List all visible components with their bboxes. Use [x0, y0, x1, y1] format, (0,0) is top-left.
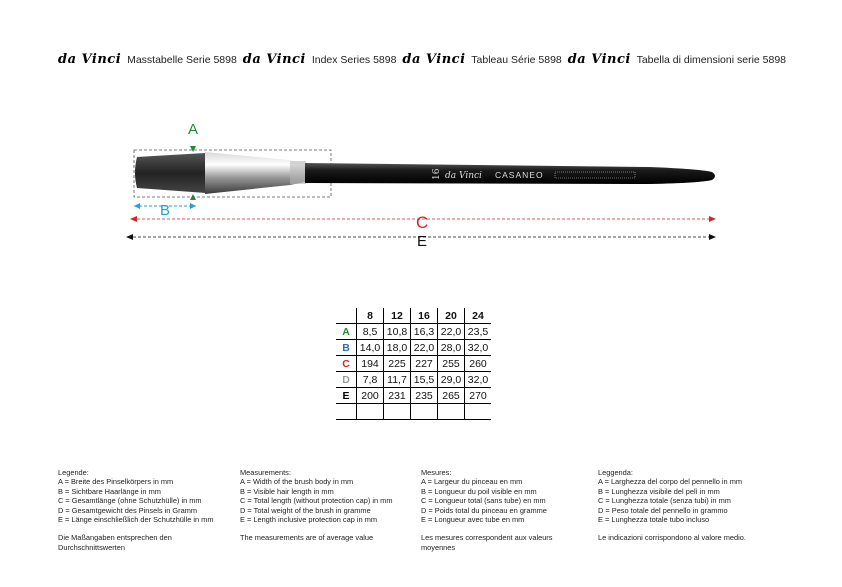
- row-label-cell: E: [336, 388, 357, 404]
- table-cell: 225: [384, 356, 411, 372]
- title-en: Index Series 5898: [311, 54, 397, 66]
- row-label-cell: A: [336, 324, 357, 340]
- davinci-logo: da Vinci: [402, 52, 466, 67]
- table-empty-cell: [465, 404, 492, 420]
- legend-line: D = Peso totale del pennello in grammo: [598, 505, 728, 515]
- legend-line: E = Lunghezza totale tubo incluso: [598, 515, 710, 525]
- table-cell: 265: [438, 388, 465, 404]
- legend-line: D = Total weight of the brush in gramme: [240, 505, 371, 515]
- legend-title: Leggenda:: [598, 468, 633, 477]
- table-empty-cell: [336, 404, 357, 420]
- table-empty-cell: [411, 404, 438, 420]
- table-row: [336, 388, 491, 404]
- table-cell: 28,0: [438, 340, 465, 356]
- table-cell: 11,7: [384, 372, 411, 388]
- legend-line: D = Gesamtgewicht des Pinsels in Gramm: [58, 505, 198, 515]
- size-header-cell: 24: [465, 308, 492, 324]
- size-header-cell: 20: [438, 308, 465, 324]
- table-empty-cell: [384, 404, 411, 420]
- legend-line: A = Breite des Pinselkörpers in mm: [58, 477, 174, 487]
- table-cell: 7,8: [357, 372, 384, 388]
- legend-line: B = Lunghezza visibile del pelì in mm: [598, 486, 720, 496]
- table-cell: 255: [438, 356, 465, 372]
- table-cell: 200: [357, 388, 384, 404]
- table-header-row: [336, 308, 491, 324]
- table-cell: 29,0: [438, 372, 465, 388]
- legend-note: Die Maßangaben entsprechen den Durchschnittswerten: [58, 533, 172, 552]
- legend-note: Les mesures correspondent aux valeurs moyennes: [421, 533, 553, 552]
- label-a: A: [188, 121, 199, 138]
- brush-imprint-size: 16: [432, 168, 442, 180]
- legend-line: E = Longueur avec tube en mm: [421, 515, 525, 525]
- legend-note: Le indicazioni corrispondono al valore medio.: [598, 533, 746, 543]
- a-top-marker: [190, 146, 196, 152]
- table-cell: 32,0: [465, 372, 492, 388]
- table-cell: 18,0: [384, 340, 411, 356]
- size-header-cell: 16: [411, 308, 438, 324]
- legend-line: C = Gesamtlänge (ohne Schutzhülle) in mm: [58, 496, 202, 506]
- row-label-cell: C: [336, 356, 357, 372]
- table-cell: 8,5: [357, 324, 384, 340]
- title-it: Tabella di dimensioni serie 5898: [636, 54, 787, 66]
- davinci-logo: da Vinci: [567, 52, 631, 67]
- legend-german: [58, 468, 228, 552]
- legend-line: C = Total length (without protection cap) in mm: [240, 496, 393, 506]
- table-cell: 235: [411, 388, 438, 404]
- legend-line: A = Largeur du pinceau en mm: [421, 477, 523, 487]
- legend-english: [240, 468, 410, 543]
- brush-imprint-name: CASANEO: [495, 170, 544, 180]
- table-cell: 15,5: [411, 372, 438, 388]
- table-cell: 32,0: [465, 340, 492, 356]
- davinci-logo: da Vinci: [58, 52, 122, 67]
- table-cell: 23,5: [465, 324, 492, 340]
- table-cell: 227: [411, 356, 438, 372]
- legend-title: Mesures:: [421, 468, 452, 477]
- table-empty-cell: [357, 404, 384, 420]
- size-header-cell: 12: [384, 308, 411, 324]
- legend-line: B = Sichtbare Haarlänge in mm: [58, 486, 161, 496]
- table-cell: 22,0: [411, 340, 438, 356]
- brush-hair: [135, 153, 206, 193]
- legend-line: D = Poids total du pinceau en gramme: [421, 505, 547, 515]
- table-cell: 16,3: [411, 324, 438, 340]
- table-empty-row: [336, 404, 491, 420]
- table-row: [336, 340, 491, 356]
- legend-italian: [598, 468, 768, 543]
- size-header-cell: 8: [357, 308, 384, 324]
- row-label-cell: D: [336, 372, 357, 388]
- label-e: E: [417, 233, 428, 250]
- brush-measurement-diagram: [0, 0, 842, 260]
- legend-line: B = Longueur du poil visible en mm: [421, 486, 537, 496]
- legend-line: A = Larghezza del corpo del pennello in mm: [598, 477, 743, 487]
- table-row: [336, 324, 491, 340]
- legend-line: C = Lunghezza totale (senza tubi) in mm: [598, 496, 731, 506]
- legend-line: E = Length inclusive protection cap in mm: [240, 515, 378, 525]
- table-corner-cell: [336, 308, 357, 324]
- table-cell: 270: [465, 388, 492, 404]
- legend-title: Legende:: [58, 468, 89, 477]
- table-cell: 260: [465, 356, 492, 372]
- legend-title: Measurements:: [240, 468, 291, 477]
- table-row: [336, 372, 491, 388]
- size-table: [336, 308, 491, 420]
- table-cell: 22,0: [438, 324, 465, 340]
- table-row: [336, 356, 491, 372]
- table-empty-cell: [438, 404, 465, 420]
- size-table-wrapper: [336, 308, 491, 420]
- table-cell: 194: [357, 356, 384, 372]
- row-label-cell: B: [336, 340, 357, 356]
- table-cell: 10,8: [384, 324, 411, 340]
- legend-line: C = Longueur total (sans tube) en mm: [421, 496, 546, 506]
- legend-line: E = Länge einschließlich der Schutzhülle in mm: [58, 515, 214, 525]
- label-b: B: [160, 202, 171, 219]
- title-fr: Tableau Série 5898: [471, 54, 562, 66]
- table-cell: 231: [384, 388, 411, 404]
- title-de: Masstabelle Serie 5898: [127, 54, 237, 66]
- legend-french: [421, 468, 591, 552]
- legend-note: The measurements are of average value: [240, 533, 374, 543]
- label-c: C: [416, 213, 429, 232]
- brush-imprint-brand: da Vinci: [445, 171, 482, 181]
- legend-line: B = Visible hair length in mm: [240, 486, 334, 496]
- legend-line: A = Width of the brush body in mm: [240, 477, 354, 487]
- table-cell: 14,0: [357, 340, 384, 356]
- davinci-logo: da Vinci: [242, 52, 306, 67]
